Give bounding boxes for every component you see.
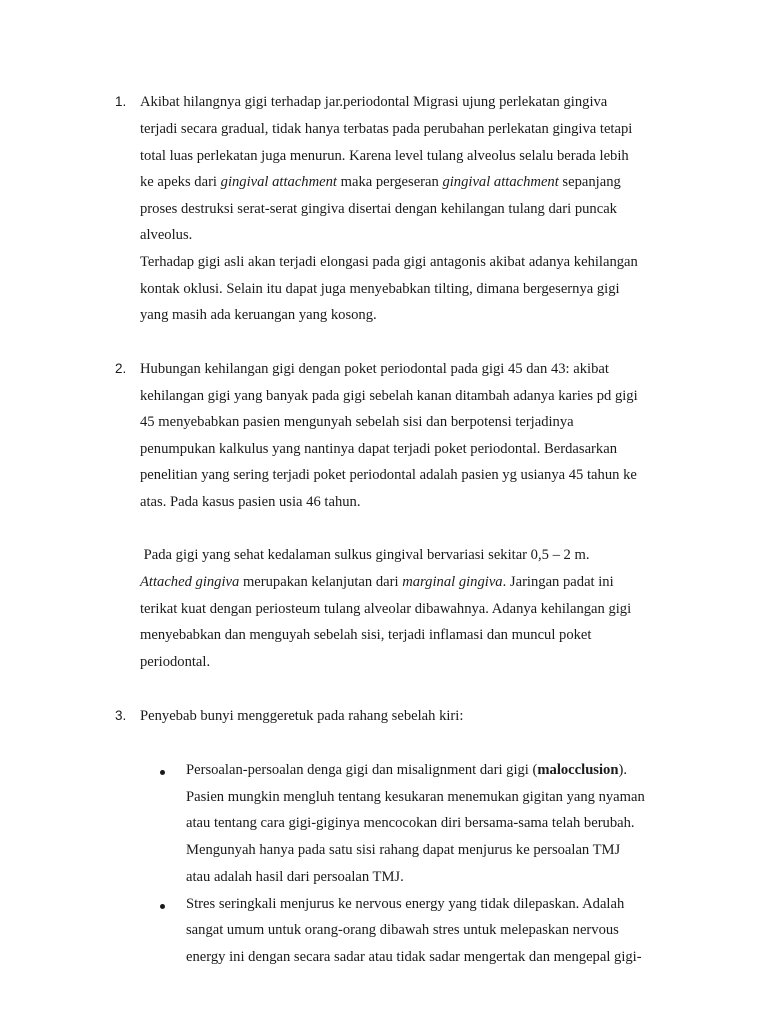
item-2-para-line-3: terikat kuat dengan periosteum tulang alveolar dibawahnya. Adanya kehilangan gigi — [140, 601, 632, 617]
item-2-para-line-1: Pada gigi yang sehat kedalaman sulkus gingival bervariasi sekitar 0,5 – 2 m. — [140, 547, 590, 563]
item-1-line-7: Terhadap gigi asli akan terjadi elongasi pada gigi antagonis akibat adanya kehilangan — [140, 254, 638, 270]
item-1-line-3: total luas perlekatan juga menurun. Karena level tulang alveolus selalu berada lebih — [140, 148, 629, 164]
bold-term: malocclusion — [537, 762, 619, 778]
item-2-line-6: atas. Pada kasus pasien usia 46 tahun. — [140, 494, 361, 510]
item-2-line-5: penelitian yang sering terjadi poket periodontal adalah pasien yg usianya 45 tahun ke — [140, 467, 637, 483]
italic-term: gingival attachment — [220, 174, 337, 190]
bullet-2-line-2: sangat umum untuk orang-orang dibawah stres untuk melepaskan nervous — [186, 922, 619, 938]
item-1-line-2: terjadi secara gradual, tidak hanya terbatas pada perubahan perlekatan gingiva tetapi — [140, 121, 633, 137]
item-1-line-1: Akibat hilangnya gigi terhadap jar.periodontal Migrasi ujung perlekatan gingiva — [140, 94, 608, 110]
bullet-1-line-3: atau tentang cara gigi-giginya mencocokan diri bersama-sama telah berubah. — [186, 815, 635, 831]
item-3-line-1: Penyebab bunyi menggeretuk pada rahang sebelah kiri: — [140, 708, 464, 724]
bullet-dot — [160, 770, 165, 775]
item-2-line-3: 45 menyebabkan pasien mengunyah sebelah sisi dan berpotensi terjadinya — [140, 414, 574, 430]
bullet-2-line-1: Stres seringkali menjurus ke nervous energy yang tidak dilepaskan. Adalah — [186, 896, 625, 912]
item-1-line-5: proses destruksi serat-serat gingiva disertai dengan kehilangan tulang dari puncak — [140, 201, 617, 217]
item-1-line-9: yang masih ada keruangan yang kosong. — [140, 307, 377, 323]
text-run: ke apeks dari — [140, 174, 221, 190]
item-1-line-4 — [140, 174, 621, 191]
item-2-line-4: penumpukan kalkulus yang nantinya dapat terjadi poket periodontal. Berdasarkan — [140, 441, 617, 457]
text-run: Persoalan-persoalan denga gigi dan misalignment dari gigi ( — [186, 762, 538, 778]
text-run: sepanjang — [558, 174, 621, 190]
item-1-line-8: kontak oklusi. Selain itu dapat juga menyebabkan tilting, dimana bergesernya gigi — [140, 281, 620, 297]
bullet-dot — [160, 904, 165, 909]
list-number-3: 3. — [115, 708, 127, 723]
text-run: . Jaringan padat ini — [502, 574, 614, 590]
bullet-1-line-2: Pasien mungkin mengluh tentang kesukaran menemukan gigitan yang nyaman — [186, 789, 645, 805]
item-2-line-1: Hubungan kehilangan gigi dengan poket periodontal pada gigi 45 dan 43: akibat — [140, 361, 609, 377]
list-number-2: 2. — [115, 361, 127, 376]
italic-term: marginal gingiva — [402, 574, 503, 590]
item-2-para-line-2 — [140, 574, 614, 591]
text-run: merupakan kelanjutan dari — [239, 574, 403, 590]
text-run: maka pergeseran — [336, 174, 443, 190]
bullet-2-line-3: energy ini dengan secara sadar atau tidak sadar mengertak dan mengepal gigi- — [186, 949, 642, 965]
bullet-1-line-1 — [186, 762, 627, 779]
item-1-line-6: alveolus. — [140, 227, 193, 243]
item-2-line-2: kehilangan gigi yang banyak pada gigi sebelah kanan ditambah adanya karies pd gigi — [140, 388, 638, 404]
bullet-1-line-5: atau adalah hasil dari persoalan TMJ. — [186, 869, 404, 885]
text-run: ). — [618, 762, 627, 778]
item-2-para-line-4: menyebabkan dan menguyah sebelah sisi, terjadi inflamasi dan muncul poket — [140, 627, 592, 643]
list-number-1: 1. — [115, 94, 127, 109]
bullet-1-line-4: Mengunyah hanya pada satu sisi rahang dapat menjurus ke persoalan TMJ — [186, 842, 621, 858]
item-2-para-line-5: periodontal. — [140, 654, 211, 670]
italic-term: gingival attachment — [442, 174, 559, 190]
italic-term: Attached gingiva — [140, 574, 240, 590]
